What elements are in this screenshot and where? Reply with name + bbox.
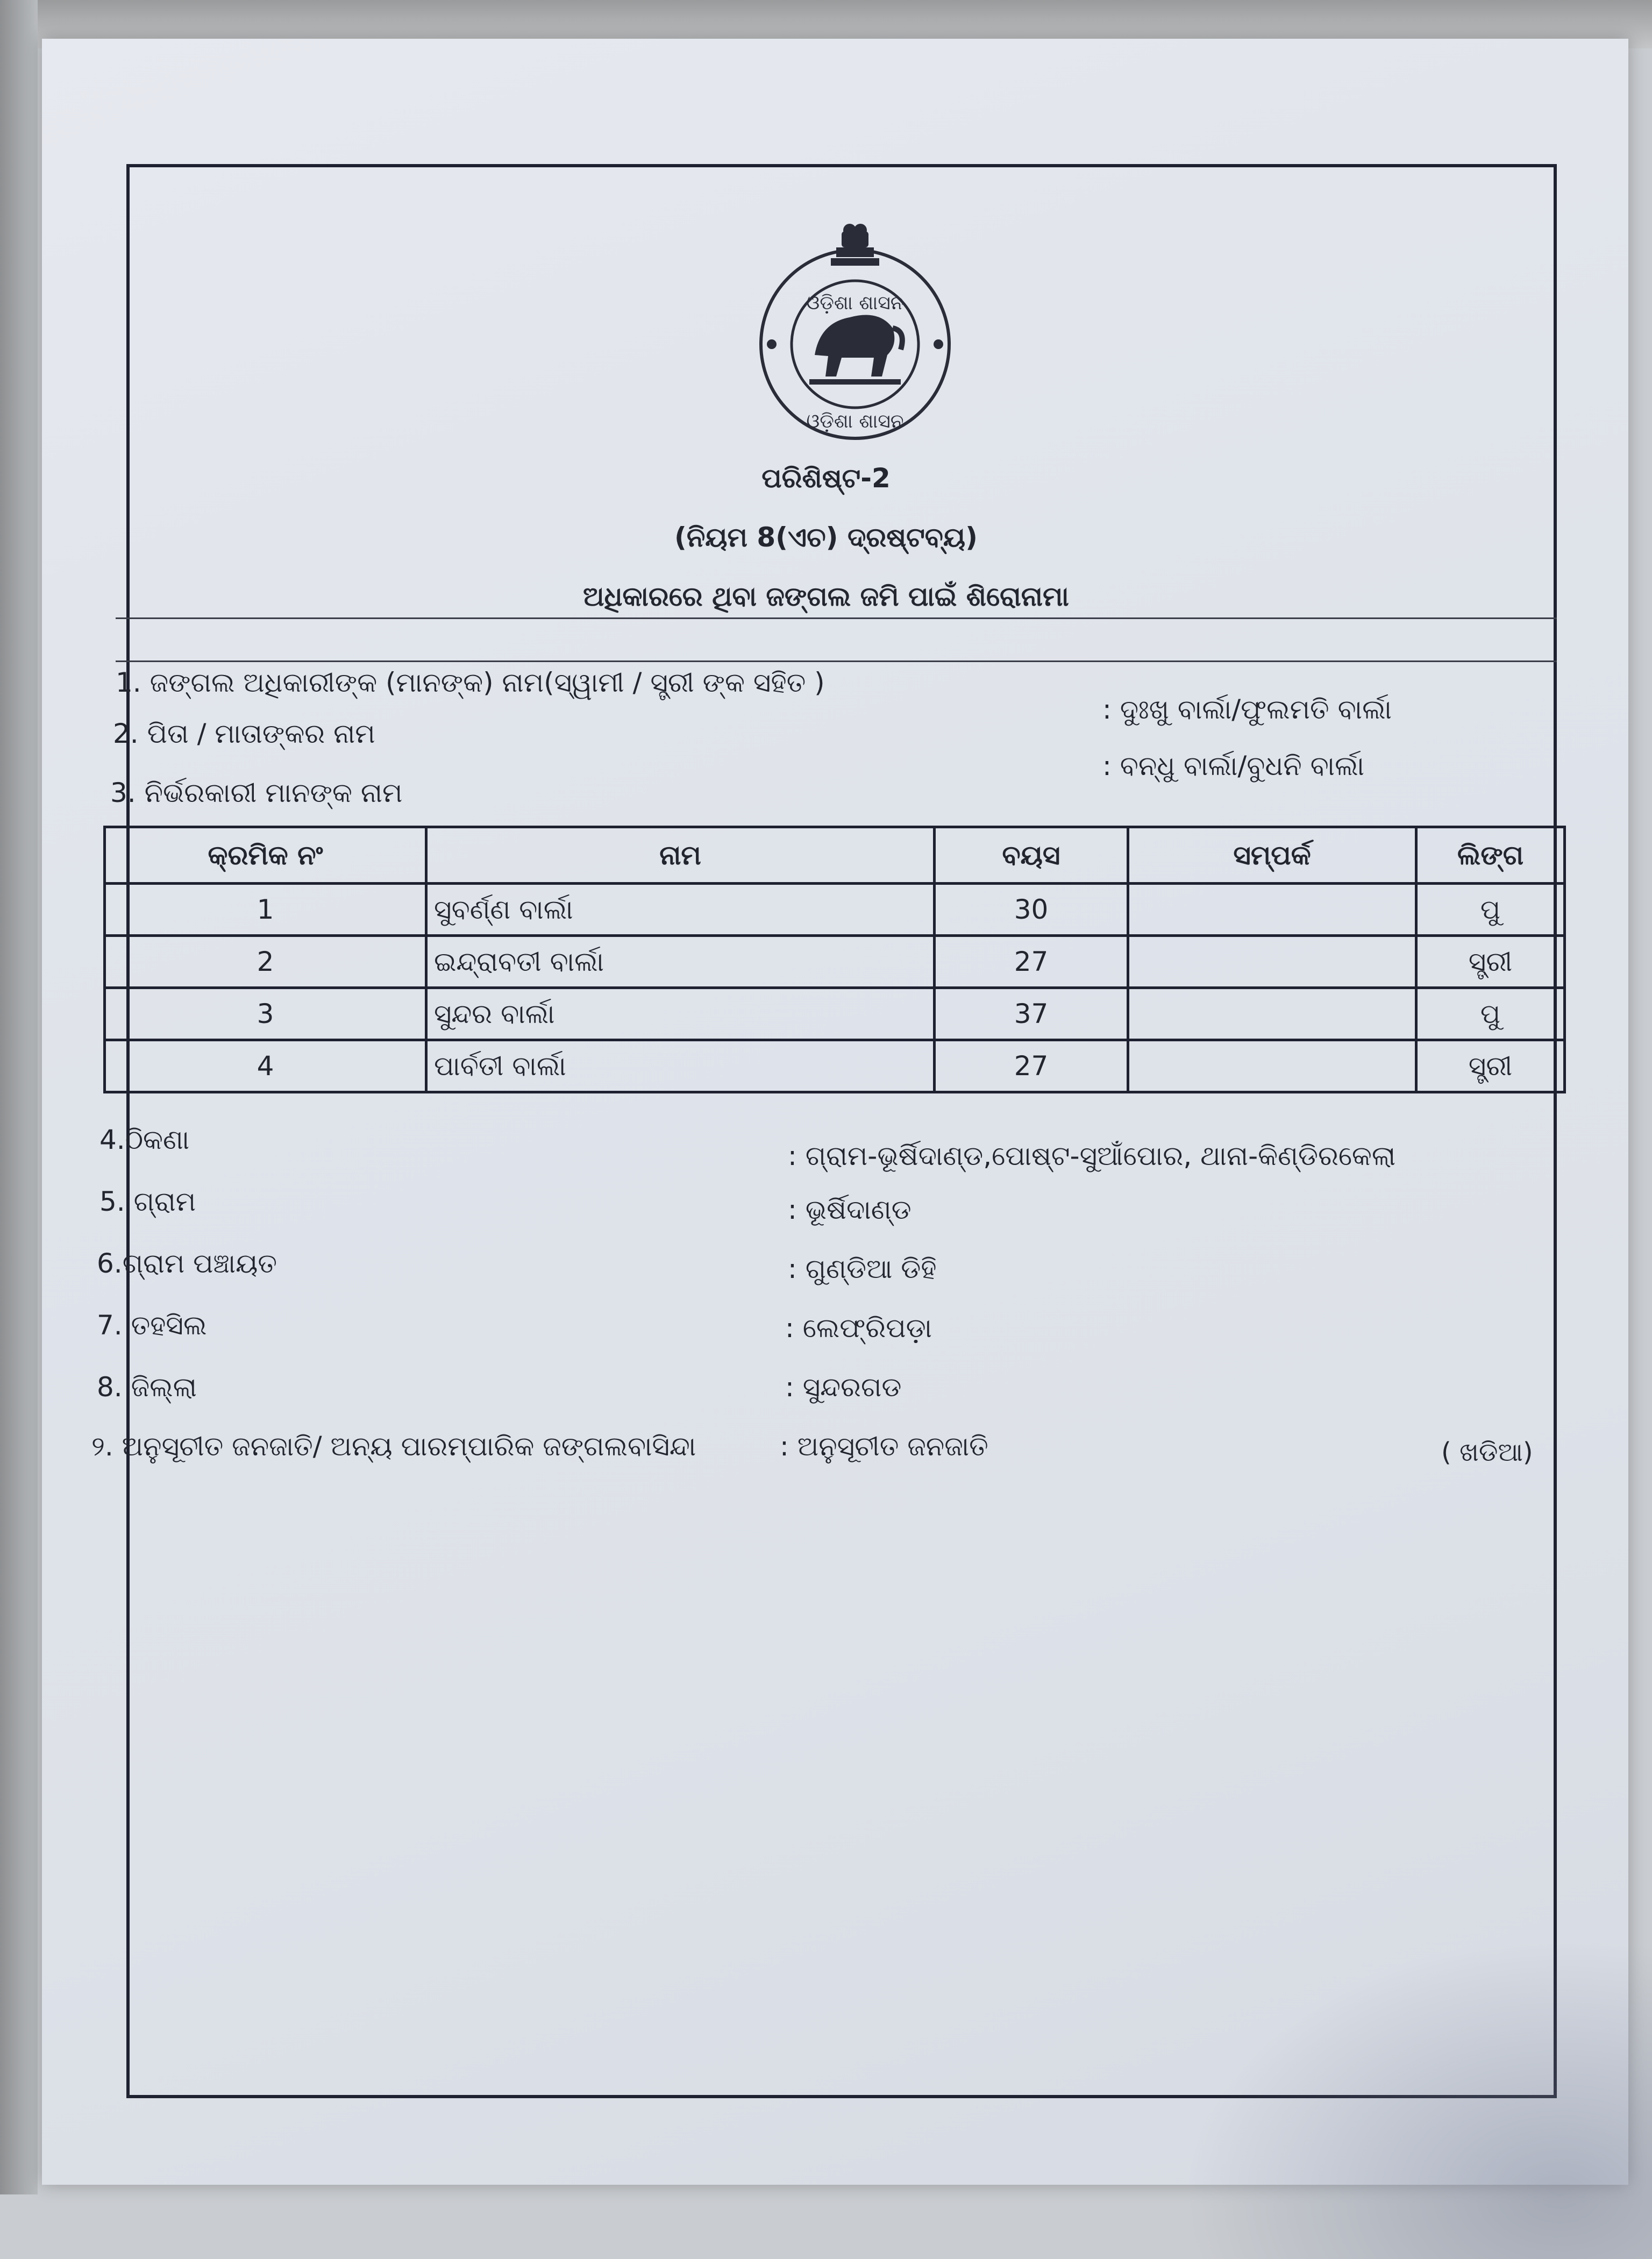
cell-age: 27 bbox=[935, 1040, 1128, 1092]
cell-name: ପାର୍ବତୀ ବାର୍ଲା bbox=[426, 1040, 935, 1092]
header-gender: ଲିଙ୍ଗ bbox=[1416, 827, 1565, 884]
dependents-table bbox=[103, 826, 1566, 1093]
cell-gender: ପୁ bbox=[1416, 988, 1565, 1040]
table-row bbox=[105, 884, 1565, 936]
header-name: ନାମ bbox=[426, 827, 935, 884]
document-frame bbox=[126, 164, 1557, 2098]
cell-serial: 4 bbox=[105, 1040, 426, 1092]
cell-serial: 2 bbox=[105, 936, 426, 988]
cell-name: ସୁବର୍ଣ୍ଣ ବାର୍ଲା bbox=[426, 884, 935, 936]
emblem-caption-bottom: ଓଡ଼ିଶା ଶାସନ bbox=[806, 410, 904, 432]
tribe-category-value: : ଅନୁସୂଚୀତ ଜନଜାତି bbox=[780, 1431, 988, 1462]
cell-name: ଇନ୍ଦ୍ରାବତୀ ବାର୍ଲା bbox=[426, 936, 935, 988]
emblem-caption-top: ଓଡ଼ିଶା ଶାସନ bbox=[806, 292, 904, 314]
appendix-title: ପରିଶିଷ୍ଟ-2 bbox=[761, 463, 891, 494]
cell-name: ସୁନ୍ଦର ବାର୍ଲା bbox=[426, 988, 935, 1040]
district-label: 8. ଜିଲ୍ଲା bbox=[97, 1372, 197, 1403]
background-edge bbox=[0, 0, 38, 2194]
panchayat-value: : ଗୁଣ୍ଡିଆ ଡିହି bbox=[788, 1253, 937, 1284]
header-serial: କ୍ରମିକ ନଂ bbox=[105, 827, 426, 884]
tehsil-value: : ଲେଫ୍ରିପଡ଼ା bbox=[785, 1312, 932, 1344]
tribe-category-label: ୨. ଅନୁସୂଚୀତ ଜନଜାତି/ ଅନ୍ୟ ପାରମ୍ପାରିକ ଜଙ୍ଗଲବାସିନ୍ଦା bbox=[91, 1431, 696, 1462]
table-row bbox=[105, 988, 1565, 1040]
parents-value: : ବନ୍ଧୁ ବାର୍ଲା/ବୁଧନି ବାର୍ଲା bbox=[1102, 750, 1364, 782]
header-age: ବୟସ bbox=[935, 827, 1128, 884]
cell-age: 27 bbox=[935, 936, 1128, 988]
village-value: : ଭୂର୍ଷିଦାଣ୍ଡ bbox=[788, 1194, 912, 1225]
table-header-row bbox=[105, 827, 1565, 884]
panchayat-label: 6.ଗ୍ରାମ ପଞ୍ଚାୟତ bbox=[97, 1248, 277, 1279]
header-relation: ସମ୍ପର୍କ bbox=[1128, 827, 1416, 884]
village-label: 5. ଗ୍ରାମ bbox=[99, 1186, 196, 1217]
owners-label: 1. ଜଙ୍ଗଲ ଅଧିକାରୀଙ୍କ (ମାନଙ୍କ) ନାମ(ସ୍ୱାମୀ / ସ୍ତ୍ରୀ ଙ୍କ ସହିତ ) bbox=[116, 667, 825, 698]
cell-gender: ପୁ bbox=[1416, 884, 1565, 936]
table-row bbox=[105, 1040, 1565, 1092]
address-value: : ଗ୍ରାମ-ଭୂର୍ଷିଦାଣ୍ଡ,ପୋଷ୍ଟ-ସୁଆଁପୋର, ଥାନା-କିଣ୍ଡିରକେଲା bbox=[788, 1140, 1396, 1171]
address-label: 4.ଠିକଣା bbox=[99, 1124, 190, 1155]
cell-age: 37 bbox=[935, 988, 1128, 1040]
cell-gender: ସ୍ତ୍ରୀ bbox=[1416, 936, 1565, 988]
cell-relation bbox=[1128, 1040, 1416, 1092]
document-title: ଅଧିକାରରେ ଥିବା ଜଙ୍ଗଲ ଜମି ପାଇଁ ଶିରୋନାମା bbox=[583, 581, 1069, 612]
shadow-overlay bbox=[1183, 1936, 1652, 2259]
cell-relation bbox=[1128, 884, 1416, 936]
tribe-name-note: ( ଖଡିଆ) bbox=[1441, 1437, 1533, 1467]
rule-reference: (ନିୟମ 8(ଏଚ) ଦ୍ରଷ୍ଟବ୍ୟ) bbox=[674, 522, 978, 553]
dependents-label: 3. ନିର୍ଭରକାରୀ ମାନଙ୍କ ନାମ bbox=[110, 777, 403, 808]
owners-value: : ଦୁଃଖୁ ବାର୍ଲା/ଫୁଲମତି ବାର୍ଲା bbox=[1102, 694, 1392, 725]
divider bbox=[116, 660, 1557, 662]
odisha-emblem-icon bbox=[756, 215, 955, 446]
district-value: : ସୁନ୍ଦରଗଡ bbox=[785, 1372, 902, 1403]
cell-serial: 3 bbox=[105, 988, 426, 1040]
table-row bbox=[105, 936, 1565, 988]
cell-relation bbox=[1128, 936, 1416, 988]
cell-gender: ସ୍ତ୍ରୀ bbox=[1416, 1040, 1565, 1092]
cell-age: 30 bbox=[935, 884, 1128, 936]
divider-dashed bbox=[116, 617, 1557, 619]
cell-serial: 1 bbox=[105, 884, 426, 936]
cell-relation bbox=[1128, 988, 1416, 1040]
tehsil-label: 7. ତହସିଲ bbox=[97, 1310, 207, 1341]
parents-label: 2. ପିତା / ମାତାଙ୍କର ନାମ bbox=[113, 718, 375, 749]
